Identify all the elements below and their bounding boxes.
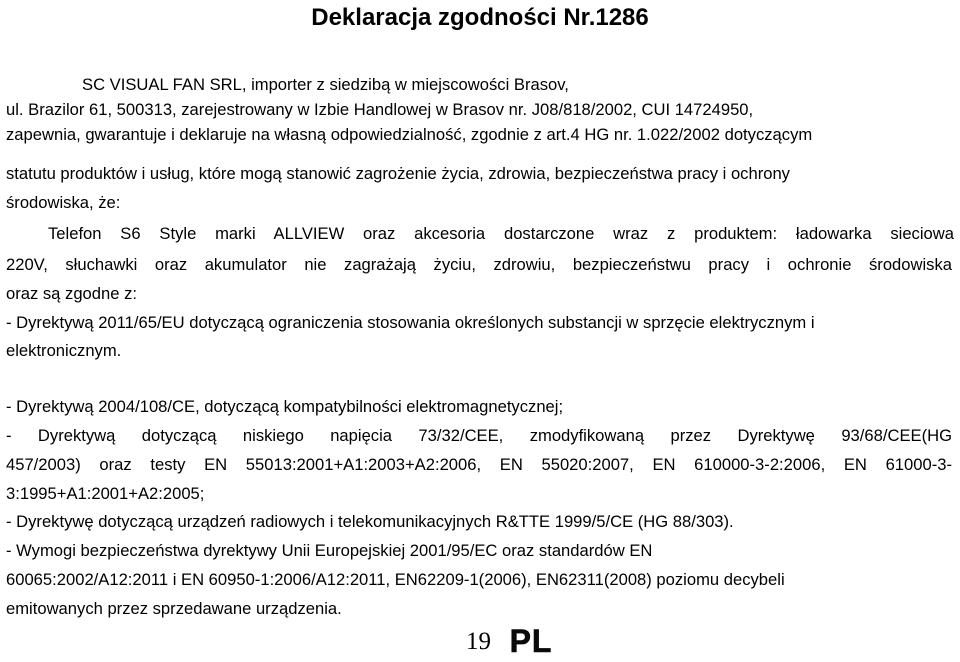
- intro-line-1: SC VISUAL FAN SRL, importer z siedzibą w miejscowości Brasov,: [82, 75, 569, 94]
- safety-line-3: emitowanych przez sprzedawane urządzenia.: [6, 599, 342, 618]
- directive-rohs-line-1: - Dyrektywą 2011/65/EU dotyczącą ograniczenia stosowania określonych substancji w sprzęcie elektrycznym i: [6, 313, 815, 332]
- product-line-3: oraz są zgodne z:: [6, 284, 137, 303]
- intro-line-4: statutu produktów i usług, które mogą stanowić zagrożenie życia, zdrowia, bezpieczeństwa pracy i ochrony: [6, 164, 790, 183]
- directive-lvd-line-2: 457/2003) oraz testy EN 55013:2001+A1:2003+A2:2006, EN 55020:2007, EN 610000-3-2:2006, EN 61000-3-: [6, 455, 952, 474]
- directive-emc: - Dyrektywą 2004/108/CE, dotyczącą kompatybilności elektromagnetycznej;: [6, 397, 564, 416]
- product-line-1: Telefon S6 Style marki ALLVIEW oraz akcesoria dostarczone wraz z produktem: ładowarka sieciowa: [48, 224, 954, 243]
- intro-line-3: zapewnia, gwarantuje i deklaruje na własną odpowiedzialność, zgodnie z art.4 HG nr. 1.022/2002 dotyczącym: [6, 125, 813, 144]
- directive-rohs-line-2: elektronicznym.: [6, 341, 122, 360]
- safety-line-2: 60065:2002/A12:2011 i EN 60950-1:2006/A12:2011, EN62209-1(2006), EN62311(2008) poziomu decybeli: [6, 570, 785, 589]
- directive-rtte: - Dyrektywę dotyczącą urządzeń radiowych i telekomunikacyjnych R&TTE 1999/5/CE (HG 88/303).: [6, 512, 734, 531]
- safety-line-1: - Wymogi bezpieczeństwa dyrektywy Unii Europejskiej 2001/95/EC oraz standardów EN: [6, 541, 653, 560]
- product-line-2: 220V, słuchawki oraz akumulator nie zagrażają życiu, zdrowiu, bezpieczeństwu pracy i ochronie środowiska: [6, 255, 952, 274]
- page-number: 19: [466, 628, 491, 655]
- language-code-badge: [509, 623, 553, 659]
- directive-lvd-line-3: 3:1995+A1:2001+A2:2005;: [6, 484, 205, 503]
- language-code: PL: [509, 623, 553, 659]
- document-title: Deklaracja zgodności Nr.1286: [311, 4, 649, 31]
- directive-lvd-line-1: - Dyrektywą dotyczącą niskiego napięcia 73/32/CEE, zmodyfikowaną przez Dyrektywę 93/68/CEE(HG: [6, 426, 952, 445]
- intro-line-5: środowiska, że:: [6, 193, 121, 212]
- intro-line-2: ul. Brazilor 61, 500313, zarejestrowany w Izbie Handlowej w Brasov nr. J08/818/2002, CUI 14724950,: [6, 100, 754, 119]
